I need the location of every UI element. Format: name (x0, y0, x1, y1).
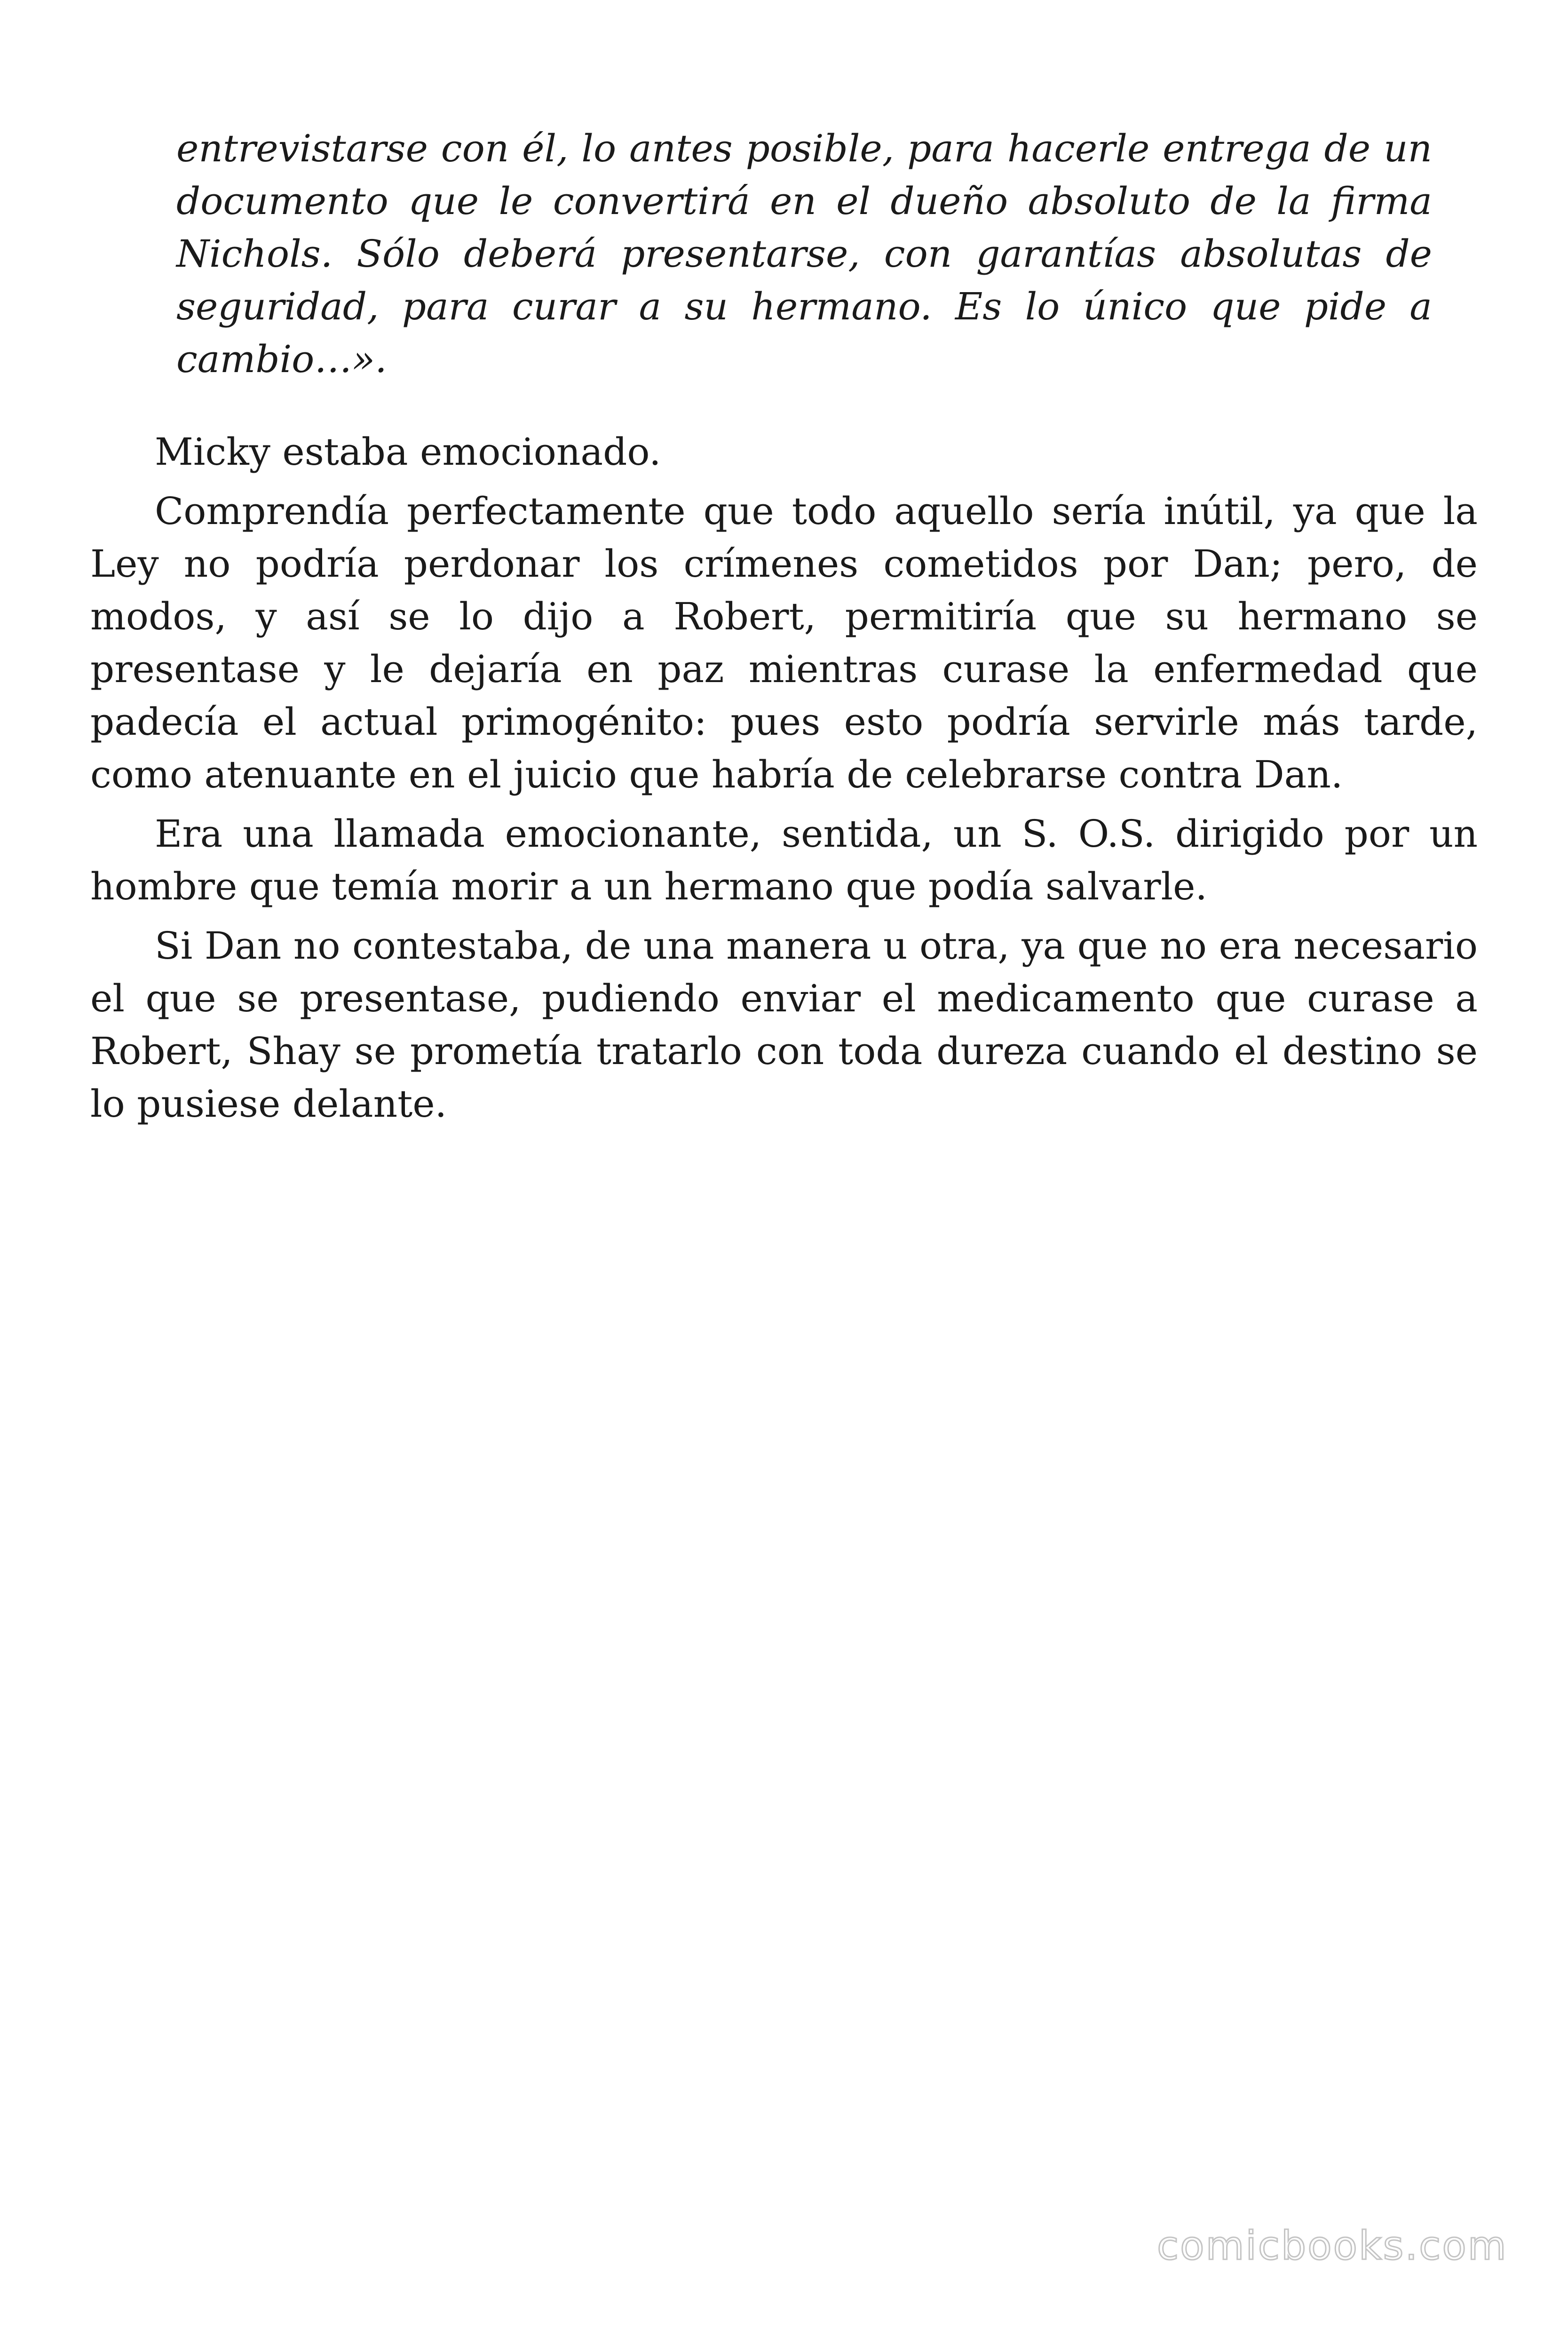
paragraph: Si Dan no contestaba, de una manera u otra, ya que no era necesario el que se presentase, pudiendo enviar el medicamento que curase a Robert, Shay se prometía tratarlo con toda dureza cuando el destino se lo pusiese delante. (90, 924, 1478, 1126)
watermark: comicbooks.com (1157, 2223, 1508, 2269)
paragraph: Era una llamada emocionante, sentida, un S. O.S. dirigido por un hombre que temía morir a un hermano que podía salvarle. (90, 812, 1478, 908)
body-text (90, 426, 1478, 1137)
paragraph: Micky estaba emocionado. (155, 430, 661, 474)
paragraph: Comprendía perfectamente que todo aquello sería inútil, ya que la Ley no podría perdonar los crímenes cometidos por Dan; pero, de modos, y así se lo dijo a Robert, permitiría que su hermano se presentase y le dejaría en paz mientras curase la enfermedad que padecía el actual primogénito: pues esto podría servirle más tarde, como atenuante en el juicio que habría de celebrarse contra Dan. (90, 489, 1478, 796)
italic-quote-block: entrevistarse con él, lo antes posible, para hacerle entrega de un documento que le convertirá en el dueño absoluto de la firma Nichols. Sólo deberá presentarse, con garantías absolutas de seguridad, para curar a su hermano. Es lo único que pide a cambio…». (176, 127, 1432, 381)
